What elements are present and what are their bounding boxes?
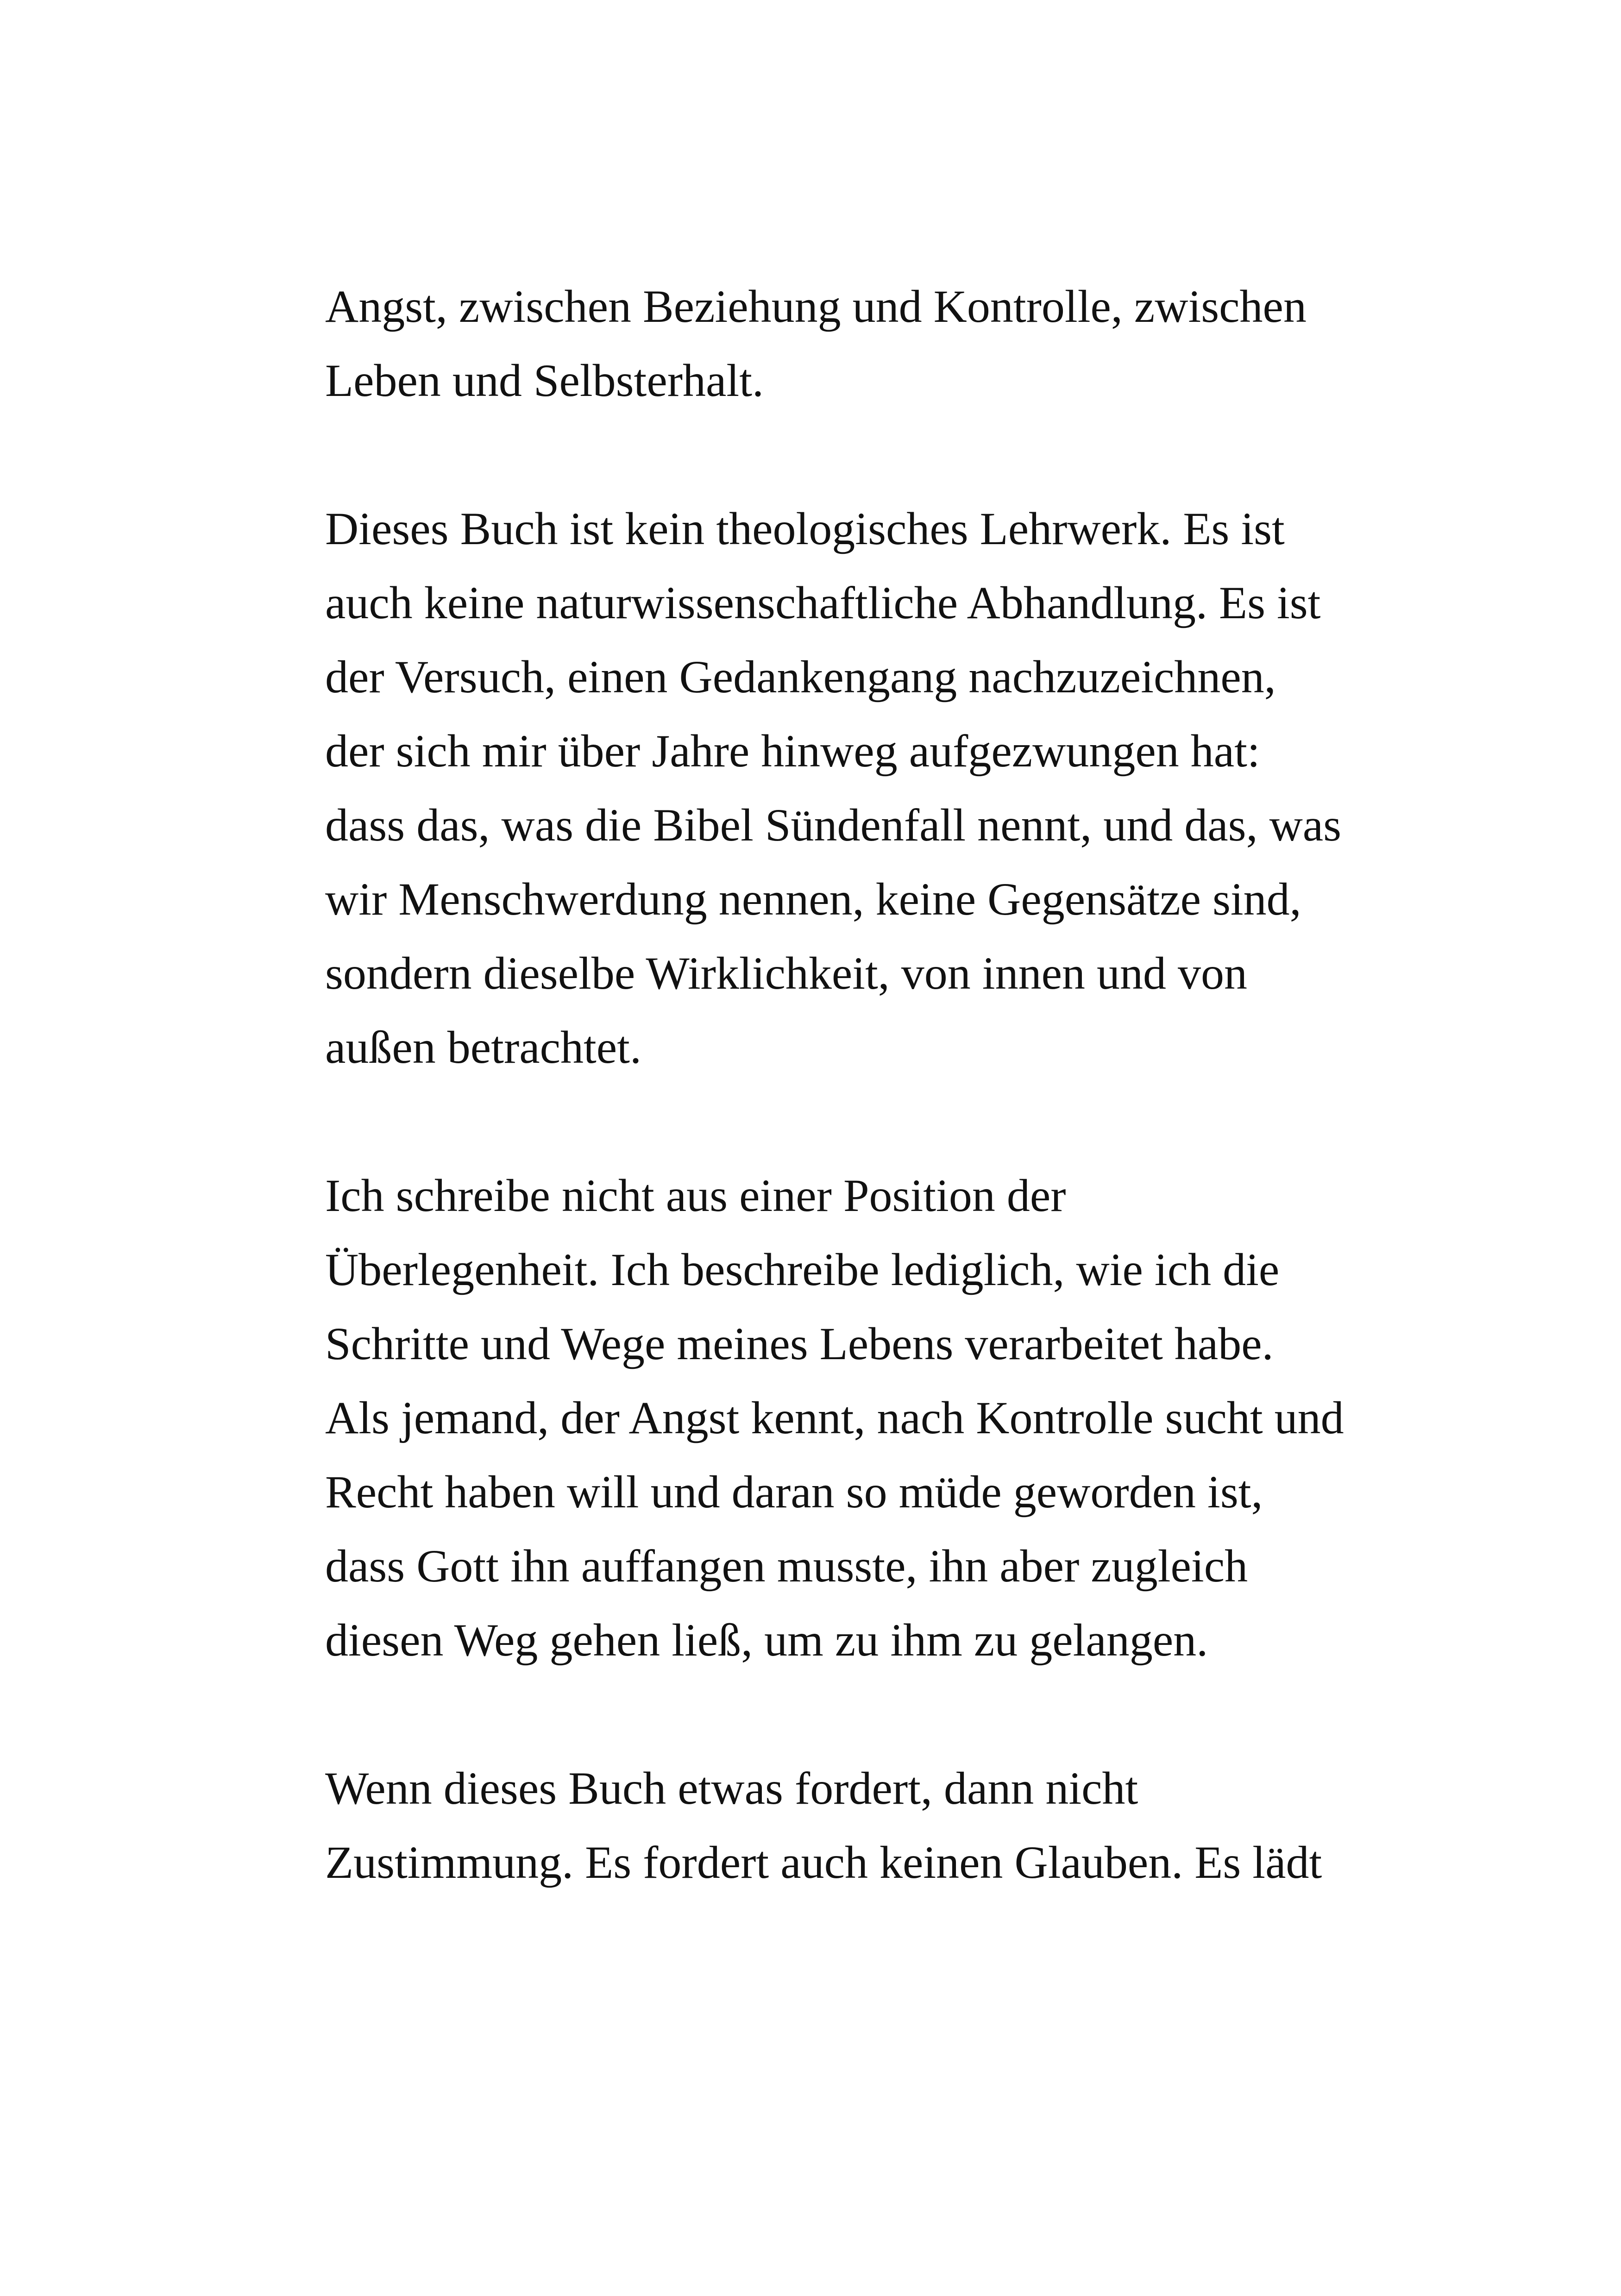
text-line: Leben und Selbsterhalt. (325, 355, 764, 406)
paragraph-3 (325, 1159, 1390, 1677)
text-line: wir Menschwerdung nennen, keine Gegensätze sind, (325, 873, 1301, 925)
text-line: Als jemand, der Angst kennt, nach Kontrolle sucht und (325, 1392, 1344, 1443)
text-line: Schritte und Wege meines Lebens verarbeitet habe. (325, 1318, 1274, 1369)
text-line: Ich schreibe nicht aus einer Position der (325, 1170, 1066, 1221)
paragraph-4 (325, 1751, 1390, 1900)
text-line: Überlegenheit. Ich beschreibe lediglich, wie ich die (325, 1244, 1280, 1295)
paragraph-2 (325, 492, 1390, 1085)
text-line: Recht haben will und daran so müde geworden ist, (325, 1466, 1263, 1518)
text-line: Dieses Buch ist kein theologisches Lehrwerk. Es ist (325, 503, 1285, 554)
text-line: Zustimmung. Es fordert auch keinen Glauben. Es lädt (325, 1837, 1322, 1888)
text-line: außen betrachtet. (325, 1022, 641, 1073)
text-line: diesen Weg gehen ließ, um zu ihm zu gelangen. (325, 1614, 1208, 1666)
text-line: der Versuch, einen Gedankengang nachzuzeichnen, (325, 651, 1276, 703)
text-line: dass Gott ihn auffangen musste, ihn aber zugleich (325, 1540, 1248, 1592)
text-line: Wenn dieses Buch etwas fordert, dann nicht (325, 1763, 1138, 1814)
text-line: auch keine naturwissenschaftliche Abhandlung. Es ist (325, 577, 1321, 628)
paragraph-1 (325, 270, 1390, 418)
body-text (325, 270, 1390, 1900)
text-line: der sich mir über Jahre hinweg aufgezwungen hat: (325, 725, 1260, 777)
text-line: sondern dieselbe Wirklichkeit, von innen und von (325, 947, 1247, 999)
text-line: Angst, zwischen Beziehung und Kontrolle, zwischen (325, 281, 1307, 332)
text-line: dass das, was die Bibel Sündenfall nennt, und das, was (325, 799, 1342, 851)
